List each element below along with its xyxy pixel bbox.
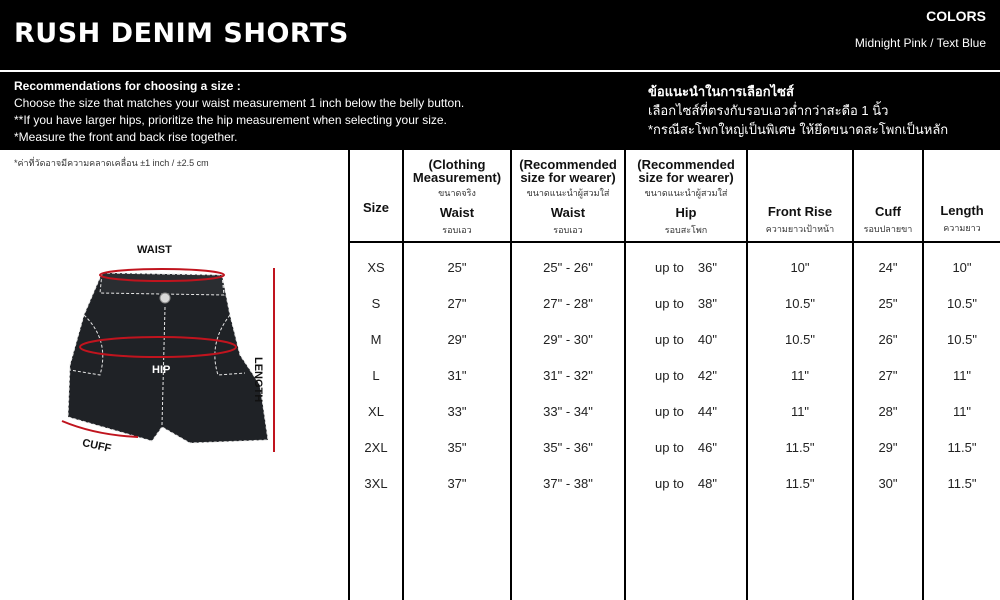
waistband	[100, 273, 224, 295]
table-cell-waist: 35"	[447, 440, 467, 455]
table-cell-waist: 37"	[447, 476, 467, 491]
column-header-label: Front Rise	[767, 204, 833, 219]
table-cell-front-rise: 11"	[790, 404, 810, 419]
column-header-note: (Clothing Measurement)	[412, 157, 502, 185]
column-header-label: Size	[362, 200, 389, 215]
up-to-label: up to	[655, 296, 684, 311]
column-header-label-thai: รอบเอว	[442, 225, 472, 235]
colors-label: COLORS	[926, 8, 986, 24]
column-header-label: Hip	[675, 205, 697, 220]
column-header-label-thai: ความยาว	[943, 223, 981, 233]
table-cell-hip	[626, 368, 746, 383]
shorts-diagram	[40, 235, 330, 465]
header-divider	[348, 241, 1000, 243]
header-spacer	[924, 148, 1000, 203]
table-cell-waist: 27"	[447, 296, 467, 311]
table-cell-size: M	[370, 332, 382, 347]
table-cell-waist: 25"	[447, 260, 467, 275]
hip-value: 44"	[697, 404, 717, 419]
table-cell-hip	[626, 332, 746, 347]
table-cell-length: 10"	[952, 260, 972, 275]
recommendation-line: **If you have larger hips, prioritize the hip measurement when selecting your size.	[14, 113, 447, 127]
column-header	[626, 148, 746, 241]
table-cell-length: 10.5"	[947, 296, 977, 311]
table-cell-waist: 29"	[447, 332, 467, 347]
column-header	[512, 148, 624, 241]
table-cell-rec-waist: 25" - 26"	[543, 260, 593, 275]
column-header-label: Waist	[550, 205, 586, 220]
up-to-label: up to	[655, 404, 684, 419]
recommendations-heading-thai: ข้อแนะนำในการเลือกไซส์	[648, 84, 794, 99]
column-header-note-thai: ขนาดแนะนำผู้สวมใส่	[644, 188, 728, 198]
table-cell-length: 11.5"	[947, 440, 977, 455]
table-cell-length: 11"	[952, 404, 972, 419]
column-header-label: Length	[940, 203, 984, 218]
hip-value: 48"	[697, 476, 717, 491]
table-cell-cuff: 28"	[878, 404, 898, 419]
recommendation-line: Choose the size that matches your waist measurement 1 inch below the belly button.	[14, 96, 465, 110]
table-cell-cuff: 24"	[878, 260, 898, 275]
table-cell-length: 10.5"	[947, 332, 977, 347]
table-cell-size: 3XL	[364, 476, 388, 491]
column-header-label-thai: รอบเอว	[553, 225, 583, 235]
up-to-label: up to	[655, 440, 684, 455]
header-spacer	[350, 148, 402, 200]
table-cell-hip	[626, 476, 746, 491]
recommendation-line-thai: *กรณีสะโพกใหญ่เป็นพิเศษ ให้ยึดขนาดสะโพกเป็นหลัก	[648, 122, 949, 137]
column-header	[748, 148, 852, 241]
column-header-note: (Recommended size for wearer)	[637, 157, 735, 185]
table-cell-hip	[626, 260, 746, 275]
measurement-tolerance-note: *ค่าที่วัดอาจมีความคลาดเคลื่อน ±1 inch / ±2.5 cm	[14, 158, 209, 168]
header-spacer	[854, 148, 922, 204]
column-header-label-thai: รอบปลายขา	[863, 224, 913, 234]
up-to-label: up to	[655, 260, 684, 275]
table-cell-size: S	[371, 296, 381, 311]
waist-label: WAIST	[137, 244, 172, 256]
table-cell-cuff: 27"	[878, 368, 898, 383]
header-spacer	[748, 148, 852, 204]
hip-label: HIP	[152, 364, 171, 376]
table-cell-rec-waist: 37" - 38"	[543, 476, 593, 491]
hip-value: 42"	[697, 368, 717, 383]
table-cell-hip	[626, 296, 746, 311]
column-header	[350, 148, 402, 241]
header-bar	[0, 0, 1000, 70]
column-header	[404, 148, 510, 241]
table-cell-cuff: 30"	[878, 476, 898, 491]
up-to-label: up to	[655, 368, 684, 383]
shorts-illustration	[40, 235, 330, 465]
table-cell-length: 11.5"	[947, 476, 977, 491]
up-to-label: up to	[655, 332, 684, 347]
column-header-note: (Recommended size for wearer)	[519, 157, 617, 185]
column-header-label-thai: ความยาวเป้าหน้า	[765, 224, 835, 234]
hip-value: 38"	[697, 296, 717, 311]
column-header-note-thai: ขนาดจริง	[438, 188, 476, 198]
column-header	[924, 148, 1000, 241]
column-header	[854, 148, 922, 241]
hip-value: 40"	[697, 332, 717, 347]
table-cell-rec-waist: 33" - 34"	[543, 404, 593, 419]
length-label: LENGTH	[252, 357, 264, 403]
button-icon	[160, 293, 170, 303]
table-cell-cuff: 25"	[878, 296, 898, 311]
recommendation-line-thai: เลือกไซส์ที่ตรงกับรอบเอวต่ำกว่าสะดือ 1 นิ้ว	[648, 103, 889, 118]
table-cell-front-rise: 10.5"	[785, 332, 815, 347]
hip-value: 46"	[697, 440, 717, 455]
recommendations-heading: Recommendations for choosing a size :	[14, 79, 241, 93]
cuff-label: CUFF	[81, 437, 113, 455]
recommendations-thai	[648, 82, 948, 139]
column-header-note-thai: ขนาดแนะนำผู้สวมใส่	[526, 188, 610, 198]
recommendation-line: *Measure the front and back rise together.	[14, 130, 238, 144]
table-cell-rec-waist: 29" - 30"	[543, 332, 593, 347]
table-cell-rec-waist: 31" - 32"	[543, 368, 593, 383]
recommendations-panel	[0, 70, 1000, 150]
column-header-label-thai: รอบสะโพก	[664, 225, 708, 235]
size-chart-table	[348, 148, 1000, 600]
column-header-label: Cuff	[875, 204, 901, 219]
table-cell-waist: 33"	[447, 404, 467, 419]
table-cell-size: XS	[367, 260, 385, 275]
table-cell-size: L	[372, 368, 380, 383]
up-to-label: up to	[655, 476, 684, 491]
table-cell-rec-waist: 35" - 36"	[543, 440, 593, 455]
table-cell-length: 11"	[952, 368, 972, 383]
table-cell-cuff: 29"	[878, 440, 898, 455]
column-header-label: Waist	[439, 205, 475, 220]
table-cell-hip	[626, 440, 746, 455]
table-cell-front-rise: 11.5"	[785, 476, 815, 491]
recommendations-english	[14, 78, 464, 146]
table-cell-front-rise: 11"	[790, 368, 810, 383]
table-cell-front-rise: 11.5"	[785, 440, 815, 455]
table-cell-waist: 31"	[447, 368, 467, 383]
table-cell-front-rise: 10"	[790, 260, 810, 275]
hip-value: 36"	[697, 260, 717, 275]
table-cell-size: 2XL	[364, 440, 388, 455]
product-title: RUSH DENIM SHORTS	[14, 18, 349, 49]
colors-value: Midnight Pink / Text Blue	[854, 36, 986, 50]
table-cell-size: XL	[368, 404, 384, 419]
table-cell-front-rise: 10.5"	[785, 296, 815, 311]
table-cell-cuff: 26"	[878, 332, 898, 347]
table-cell-hip	[626, 404, 746, 419]
table-cell-rec-waist: 27" - 28"	[543, 296, 593, 311]
